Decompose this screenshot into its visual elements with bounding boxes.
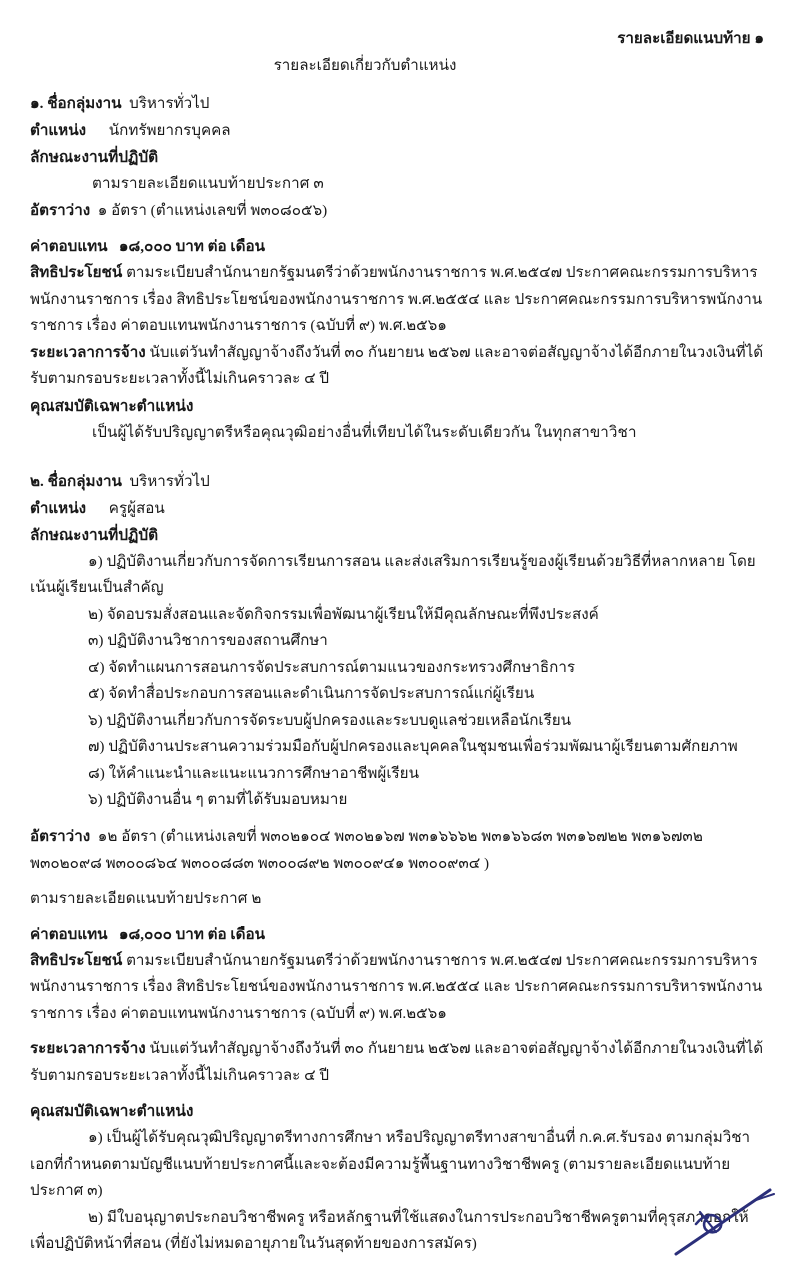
list-item (30, 787, 770, 814)
section1-salary-value: ๑๘,๐๐๐ บาท ต่อ เดือน (118, 238, 265, 255)
section1-position-value: นักทรัพยากรบุคคล (108, 122, 231, 139)
duty-item-8: ๘) ให้คำแนะนำและแนะแนวการศึกษาอาชีพผู้เรียน (88, 764, 419, 782)
section2-vacancy-label: อัตราว่าง (30, 827, 91, 845)
section1-duties-value: ตามรายละเอียดแนบท้ายประกาศ ๓ (92, 175, 324, 192)
section1-duties-label: ลักษณะงานที่ปฏิบัติ (30, 149, 159, 166)
duty-item-1: ๑) ปฏิบัติงานเกี่ยวกับการจัดการเรียนการสอน และส่งเสริมการเรียนรู้ของผู้เรียนด้วยวิธีที่หลากหลาย โดยเน้นผู้เรียนเป็นสำคัญ (30, 552, 756, 596)
section1-period-paragraph (30, 340, 770, 393)
list-item (30, 628, 770, 655)
section1-qualification-label: คุณสมบัติเฉพาะตำแหน่ง (30, 397, 194, 415)
section1-vacancy-value: ๑ อัตรา (ตำแหน่งเลขที่ พ๓๐๘๐๕๖) (97, 202, 328, 219)
section1-period-value: นับแต่วันทำสัญญาจ้างถึงวันที่ ๓๐ กันยายน ๒๕๖๗ และอาจต่อสัญญาจ้างได้อีกภายในวงเงินที่ได้รับตามกรอบระยะเวลาทั้งนี้ไม่เกินคราวละ ๔ ปี (30, 343, 764, 387)
list-item (30, 708, 770, 735)
section2-benefits-paragraph (30, 948, 770, 1028)
section1-salary-label: ค่าตอบแทน (30, 238, 108, 255)
qualification-item-2: ๒) มีใบอนุญาตประกอบวิชาชีพครู หรือหลักฐานที่ใช้แสดงในการประกอบวิชาชีพครูตามที่คุรุสภาออกให้เพื่อปฏิบัติหน้าที่สอน (ที่ยังไม่หมดอายุภายในวันสุดท้ายของการสมัคร) (30, 1208, 749, 1252)
section2-attachment-note: ตามรายละเอียดแนบท้ายประกาศ ๒ (30, 889, 262, 907)
section2-salary-value: ๑๘,๐๐๐ บาท ต่อ เดือน (118, 925, 265, 943)
section1-vacancy-label: อัตราว่าง (30, 202, 91, 219)
section2-vacancy-value: ๑๒ อัตรา (ตำแหน่งเลขที่ พ๓๐๒๑๐๔ พ๓๐๒๑๖๗ พ๓๑๖๖๖๒ พ๓๑๖๖๘๓ พ๓๑๖๗๒๒ พ๓๑๖๗๓๒ (97, 827, 703, 845)
list-item (30, 761, 770, 788)
section1-group-value: บริหารทั่วไป (129, 95, 210, 112)
list-item (30, 734, 770, 761)
duty-item-2: ๒) จัดอบรมสั่งสอนและจัดกิจกรรมเพื่อพัฒนาผู้เรียนให้มีคุณลักษณะที่พึงประสงค์ (88, 605, 599, 623)
section1-qualification-value: เป็นผู้ได้รับปริญญาตรีหรือคุณวุฒิอย่างอื่นที่เทียบได้ในระดับเดียวกัน ในทุกสาขาวิชา (92, 423, 637, 441)
section1-benefits-value: ตามระเบียบสำนักนายกรัฐมนตรีว่าด้วยพนักงานราชการ พ.ศ.๒๕๔๗ ประกาศคณะกรรมการบริหารพนักงานราชการ เรื่อง สิทธิประโยชน์ของพนักงานราชการ พ.ศ.๒๕๕๔ และ ประกาศคณะกรรมการบริหารพนักงานราชการ เรื่อง ค่าตอบแทนพนักงานราชการ (ฉบับที่ ๙) พ.ศ.๒๕๖๑ (30, 264, 763, 334)
section2-group-value: บริหารทั่วไป (129, 472, 210, 490)
duty-item-6: ๖) ปฏิบัติงานเกี่ยวกับการจัดระบบผู้ปกครองและระบบดูแลช่วยเหลือนักเรียน (88, 711, 572, 729)
list-item (30, 602, 770, 629)
duty-item-3: ๓) ปฏิบัติงานวิชาการของสถานศึกษา (88, 632, 328, 649)
section2-period-value: นับแต่วันทำสัญญาจ้างถึงวันที่ ๓๐ กันยายน ๒๕๖๗ และอาจต่อสัญญาจ้างได้อีกภายในวงเงินที่ได้รับตามกรอบระยะเวลาทั้งนี้ไม่เกินคราวละ ๔ ปี (30, 1040, 764, 1084)
qualification-item-1: ๑) เป็นผู้ได้รับคุณวุฒิปริญญาตรีทางการศึกษา หรือปริญญาตรีทางสาขาอื่นที่ ก.ค.ศ.รับรอง ตามกลุ่มวิชาเอกที่กำหนดตามบัญชีแนบท้ายประกาศนี้และจะต้องมีความรู้พื้นฐานทางวิชาชีพครู (ตามรายละเอียดแนบท้ายประกาศ ๓) (30, 1129, 751, 1199)
section2-benefits-label: สิทธิประโยชน์ (30, 951, 123, 969)
section1-period-label: ระยะเวลาการจ้าง (30, 343, 146, 361)
list-item (30, 681, 770, 708)
section1-group-row (30, 90, 770, 117)
section2-position-row (30, 495, 770, 522)
document-title: รายละเอียดเกี่ยวกับตำแหน่ง (273, 57, 457, 74)
section2-vacancy-line2: พ๓๐๒๐๙๘ พ๓๐๐๘๖๔ พ๓๐๐๘๘๓ พ๓๐๐๘๙๒ พ๓๐๐๙๔๑ พ๓๐๐๙๓๔ ) (30, 854, 490, 872)
section2-salary-row (30, 921, 770, 948)
section1-group-label: ๑. ชื่อกลุ่มงาน (30, 95, 122, 112)
section2-position-label: ตำแหน่ง (30, 499, 86, 517)
section1-salary-row (30, 233, 770, 260)
list-item (30, 1205, 770, 1258)
section2-benefits-value: ตามระเบียบสำนักนายกรัฐมนตรีว่าด้วยพนักงานราชการ พ.ศ.๒๕๔๗ ประกาศคณะกรรมการบริหารพนักงานราชการ เรื่อง สิทธิประโยชน์ของพนักงานราชการ พ.ศ.๒๕๕๔ และ ประกาศคณะกรรมการบริหารพนักงานราชการ เรื่อง ค่าตอบแทนพนักงานราชการ (ฉบับที่ ๙) พ.ศ.๒๕๖๑ (30, 951, 763, 1022)
section2-qualification-label: คุณสมบัติเฉพาะตำแหน่ง (30, 1103, 194, 1120)
section2-vacancy-row (30, 823, 770, 850)
section1-position-row (30, 117, 770, 144)
list-item (30, 655, 770, 682)
list-item (30, 1125, 770, 1205)
section2-period-paragraph (30, 1036, 770, 1089)
section2-duties-label: ลักษณะงานที่ปฏิบัติ (30, 526, 159, 544)
duty-item-5: ๕) จัดทำสื่อประกอบการสอนและดำเนินการจัดประสบการณ์แก่ผู้เรียน (88, 685, 535, 702)
list-item (30, 549, 770, 602)
duty-item-4: ๔) จัดทำแผนการสอนการจัดประสบการณ์ตามแนวของกระทรวงศึกษาธิการ (88, 658, 576, 676)
section1-benefits-label: สิทธิประโยชน์ (30, 264, 123, 281)
section1-vacancy-row (30, 197, 770, 224)
section2-period-label: ระยะเวลาการจ้าง (30, 1040, 146, 1057)
section-2 (30, 468, 770, 1258)
section2-group-label: ๒. ชื่อกลุ่มงาน (30, 472, 122, 490)
duty-item-7: ๗) ปฏิบัติงานประสานความร่วมมือกับผู้ปกครองและบุคคลในชุมชนเพื่อร่วมพัฒนาผู้เรียนตามศักยภาพ (88, 738, 738, 755)
section1-benefits-paragraph (30, 260, 770, 340)
section2-position-value: ครูผู้สอน (108, 499, 165, 517)
section2-salary-label: ค่าตอบแทน (30, 925, 108, 943)
attachment-header-right: รายละเอียดแนบท้าย ๑ (617, 30, 764, 47)
section1-position-label: ตำแหน่ง (30, 122, 86, 139)
section-1 (30, 90, 770, 446)
duty-item-9: ๖) ปฏิบัติงานอื่น ๆ ตามที่ได้รับมอบหมาย (88, 791, 348, 808)
section2-group-row (30, 468, 770, 495)
